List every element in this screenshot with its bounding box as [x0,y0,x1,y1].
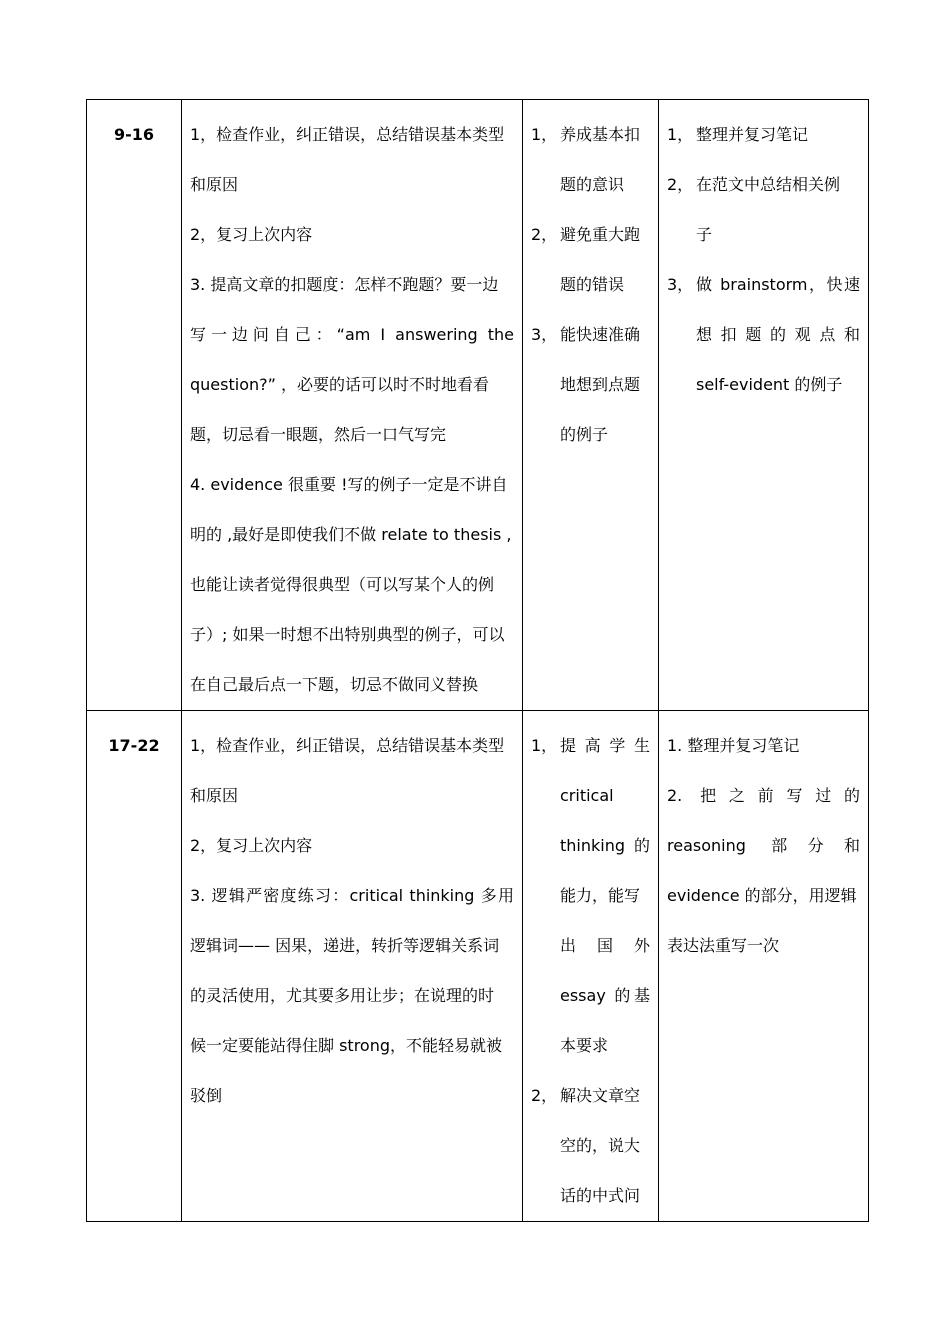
goals-cell [523,711,659,1222]
homework-line: evidence 的部分，用逻辑 [667,886,857,905]
goal-line: 解决文章空 [560,1086,641,1105]
content-line: 逻辑词—— 因果，递进，转折等逻辑关系词 [190,936,500,955]
lesson-plan-table [86,99,869,1222]
goal-item [531,110,650,210]
content-line: 候一定要能站得住脚 strong，不能轻易就被 [190,1036,503,1055]
content-line: 写一边问自己：“am I answering the [190,325,514,344]
goal-line: essay 的基 [560,986,650,1005]
homework-line: self-evident 的例子 [696,375,843,394]
goal-line: 题的意识 [560,175,625,194]
content-line: 在自己最后点一下题，切忌不做同义替换 [190,675,479,694]
content-line: 2，复习上次内容 [190,836,313,855]
content-line: 和原因 [190,786,239,805]
goal-line: 话的中式问 [560,1186,641,1205]
goal-number: 1， [531,125,558,144]
goal-line: thinking 的 [560,836,650,855]
week-cell: 17-22 [87,711,182,1222]
goal-line: 本要求 [560,1036,609,1055]
goal-line: critical [560,786,614,805]
content-line: 明的 ,最好是即使我们不做 relate to thesis , [190,525,512,544]
content-line: 和原因 [190,175,239,194]
content-line: 也能让读者觉得很典型（可以写某个人的例 [190,575,495,594]
homework-line: 子 [696,225,713,244]
homework-item [667,160,860,260]
content-line: 3. 提高文章的扣题度：怎样不跑题？要一边 [190,275,499,294]
homework-number: 3， [667,275,694,294]
content-line: 1，检查作业，纠正错误，总结错误基本类型 [190,736,505,755]
homework-number: 1， [667,125,694,144]
goal-line: 能快速准确 [560,325,641,344]
goal-item [531,310,650,460]
homework-line: 在范文中总结相关例 [696,175,841,194]
content-line: 1，检查作业，纠正错误，总结错误基本类型 [190,125,505,144]
goal-line: 能力，能写 [560,886,641,905]
content-line: 3. 逻辑严密度练习：critical thinking 多用 [190,886,514,905]
table-row [87,711,869,1222]
content-line: 的灵活使用，尤其要多用让步；在说理的时 [190,986,495,1005]
homework-line: 做 brainstorm，快速 [696,275,860,294]
content-line: 2，复习上次内容 [190,225,313,244]
content-line: 子）; 如果一时想不出特别典型的例子，可以 [190,625,505,644]
content-line: question?” ，必要的话可以时不时地看看 [190,375,489,394]
goal-line: 避免重大跑 [560,225,641,244]
goal-line: 出国外 [560,936,650,955]
content-line: 驳倒 [190,1086,223,1105]
goal-item [531,1071,650,1221]
goal-line: 提高学生 [560,736,650,755]
goal-number: 2， [531,1086,558,1105]
goal-item [531,721,650,1071]
homework-item [667,260,860,410]
goal-number: 1， [531,736,558,755]
homework-line: reasoning 部分和 [667,836,860,855]
homework-item [667,110,860,160]
homework-line: 想扣题的观点和 [696,325,860,344]
goal-number: 2， [531,225,558,244]
homework-number: 2， [667,175,694,194]
goal-number: 3， [531,325,558,344]
content-line: 题，切忌看一眼题，然后一口气写完 [190,425,447,444]
goals-cell [523,100,659,711]
homework-cell [659,100,869,711]
week-cell: 9-16 [87,100,182,711]
homework-line: 整理并复习笔记 [696,125,809,144]
homework-line: 1. 整理并复习笔记 [667,736,800,755]
table-row [87,100,869,711]
content-cell [182,711,523,1222]
homework-cell [659,711,869,1222]
content-line: 4. evidence 很重要 !写的例子一定是不讲自 [190,475,508,494]
goal-line: 地想到点题 [560,375,641,394]
goal-line: 养成基本扣 [560,125,641,144]
homework-line: 2. 把之前写过的 [667,786,860,805]
content-cell [182,100,523,711]
goal-line: 空的，说大 [560,1136,641,1155]
goal-line: 题的错误 [560,275,625,294]
goal-line: 的例子 [560,425,609,444]
homework-line: 表达法重写一次 [667,936,780,955]
goal-item [531,210,650,310]
